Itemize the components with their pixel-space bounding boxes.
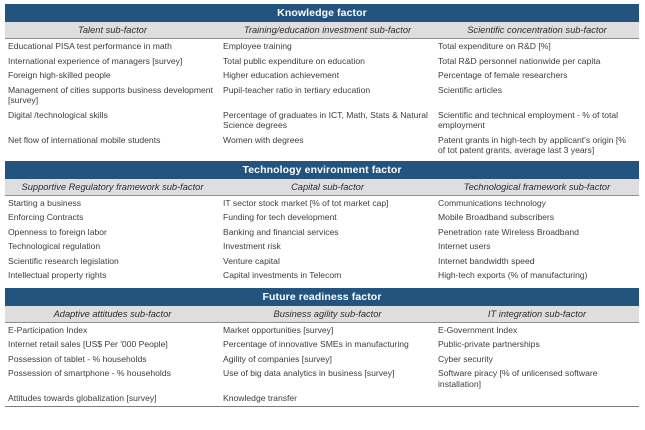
- table-row: [5, 352, 639, 367]
- indicator-cell: Possession of tablet - % households: [8, 353, 147, 364]
- indicator-cell: E-Government Index: [438, 324, 518, 335]
- indicator-cell: Total public expenditure on education: [223, 55, 365, 66]
- indicator-cell: Funding for tech development: [223, 212, 337, 222]
- indicator-cell: Attitudes towards globalization [survey]: [5, 391, 220, 406]
- table-row: [5, 108, 639, 133]
- factor-block-future-readiness: [5, 288, 639, 407]
- table-row: [5, 366, 639, 391]
- indicator-cell: Percentage of innovative SMEs in manufacturing: [223, 339, 409, 349]
- indicator-cell: Use of big data analytics in business [survey]: [223, 368, 395, 378]
- indicator-cell: Banking and financial services: [223, 226, 339, 237]
- subfactor-label-supportive-regulatory-framework: Supportive Regulatory framework sub-factor: [21, 181, 204, 192]
- subfactor-label-capital: Capital sub-factor: [291, 181, 364, 192]
- subfactor-label-technological-framework: Technological framework sub-factor: [463, 181, 611, 192]
- table-row: [5, 254, 639, 269]
- indicator-cell: Possession of smartphone - % households: [8, 368, 171, 378]
- factor-block-technology-environment: [5, 161, 639, 283]
- indicator-cell: Percentage of female researchers: [438, 70, 568, 80]
- subfactor-label-it-integration: IT integration sub-factor: [487, 308, 587, 319]
- table-row: [5, 268, 639, 283]
- subfactor-label-talent: Talent sub-factor: [78, 25, 147, 35]
- indicator-cell: Intellectual property rights: [8, 270, 107, 280]
- indicator-cell: Scientific articles: [438, 84, 502, 95]
- indicator-cell: Employee training: [223, 41, 292, 51]
- indicator-cell: Educational PISA test performance in math: [8, 41, 172, 51]
- indicator-cell: Knowledge transfer: [220, 391, 435, 406]
- table-row: [5, 83, 639, 108]
- subfactor-header-row-knowledge: [5, 22, 639, 39]
- table-row: [5, 39, 639, 54]
- indicator-cell: Software piracy [% of unlicensed software installation]: [438, 368, 598, 389]
- subfactor-label-training-education: Training/education investment sub-factor: [243, 25, 412, 35]
- indicator-cell: Starting a business: [8, 197, 82, 208]
- indicator-cell: IT sector stock market [% of tot market cap]: [223, 197, 389, 208]
- indicator-cell: Internet retail sales [US$ Per '000 People]: [8, 339, 168, 349]
- indicator-cell: Capital investments in Telecom: [223, 270, 342, 280]
- indicator-cell: High-tech exports (% of manufacturing): [438, 270, 588, 280]
- indicator-cell: Scientific and technical employment - % of total employment: [438, 109, 619, 130]
- subfactor-label-adaptive-attitudes: Adaptive attitudes sub-factor: [53, 308, 172, 319]
- indicator-cell: Communications technology: [438, 197, 546, 208]
- table-row: [5, 54, 639, 69]
- indicator-cell: Enforcing Contracts: [8, 212, 84, 222]
- table-row: [5, 68, 639, 83]
- indicator-cell: Net flow of international mobile students: [8, 134, 161, 145]
- table-row: [5, 133, 639, 158]
- indicator-cell: Patent grants in high-tech by applicant's origin [% of tot patent grants, average last 3 years]: [438, 134, 626, 155]
- indicator-cell: Higher education achievement: [223, 70, 340, 80]
- factor-rows-future-readiness: [5, 323, 639, 407]
- factor-title-technology-environment: Technology environment factor: [5, 161, 639, 179]
- table-row: [5, 239, 639, 254]
- indicator-cell: Internet bandwidth speed: [438, 255, 535, 266]
- indicator-cell: Penetration rate Wireless Broadband: [438, 226, 579, 237]
- table-row: [5, 323, 639, 338]
- subfactor-label-business-agility: Business agility sub-factor: [273, 308, 382, 319]
- indicator-cell: Internet users: [438, 241, 491, 251]
- subfactor-header-row-future-readiness: [5, 306, 639, 323]
- table-row: [5, 225, 639, 240]
- factor-title-future-readiness: Future readiness factor: [5, 288, 639, 306]
- factor-block-knowledge: [5, 4, 639, 158]
- indicator-cell: Women with degrees: [223, 134, 304, 145]
- indicator-cell: Scientific research legislation: [8, 255, 119, 266]
- indicator-cell: Total expenditure on R&D [%]: [438, 41, 551, 51]
- indicator-cell: Digital /technological skills: [8, 109, 108, 120]
- indicator-cell: Percentage of graduates in ICT, Math, Stats & Natural Science degrees: [223, 109, 428, 130]
- subfactor-header-row-technology-environment: [5, 179, 639, 196]
- indicator-cell: Agility of companies [survey]: [223, 353, 332, 364]
- indicator-cell: International experience of managers [survey]: [8, 55, 183, 66]
- indicator-cell: Management of cities supports business development [survey]: [8, 84, 213, 105]
- table-row: [5, 196, 639, 211]
- indicator-cell: Cyber security: [438, 353, 493, 364]
- factor-rows-technology-environment: [5, 196, 639, 283]
- factor-rows-knowledge: [5, 39, 639, 158]
- indicator-cell: Market opportunities [survey]: [223, 324, 334, 335]
- indicator-cell: Foreign high-skilled people: [8, 70, 111, 80]
- indicator-cell: [435, 391, 639, 406]
- indicator-cell: Openness to foreign labor: [8, 226, 107, 237]
- indicator-cell: Pupil-teacher ratio in tertiary education: [223, 84, 371, 95]
- factor-title-knowledge: Knowledge factor: [5, 4, 639, 22]
- indicator-cell: Total R&D personnel nationwide per capita: [438, 55, 601, 66]
- indicator-cell: Mobile Broadband subscribers: [438, 212, 555, 222]
- indicator-cell: Public-private partnerships: [438, 339, 540, 349]
- indicator-cell: E-Participation Index: [8, 324, 88, 335]
- subfactor-label-scientific-concentration: Scientific concentration sub-factor: [467, 25, 607, 35]
- table-row: [5, 391, 639, 406]
- indicator-cell: Technological regulation: [8, 241, 101, 251]
- indicator-cell: Venture capital: [223, 255, 280, 266]
- indicator-cell: Investment risk: [223, 241, 281, 251]
- table-row: [5, 210, 639, 225]
- table-row: [5, 337, 639, 352]
